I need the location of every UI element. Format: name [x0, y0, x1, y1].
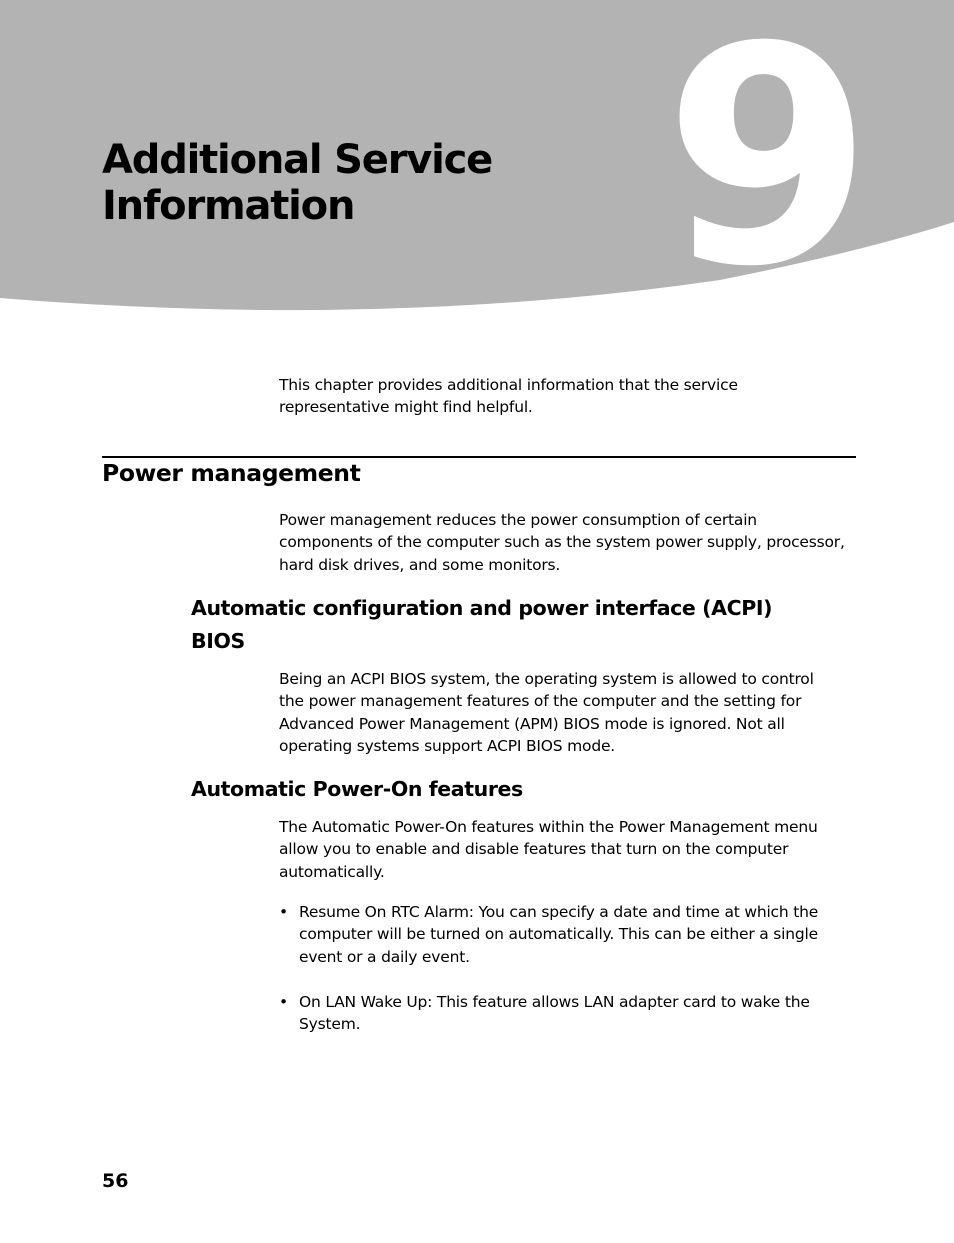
power-on-bullet-list: [279, 901, 839, 968]
chapter-number: 9: [664, 0, 863, 332]
bullet-line: computer will be turned on automatically. This can be either a single: [299, 925, 818, 944]
bullet-icon: •: [279, 903, 288, 921]
power-on-line: The Automatic Power-On features within the Power Management menu: [279, 818, 818, 836]
intro-paragraph: [279, 374, 839, 419]
acpi-heading-line2: BIOS: [191, 629, 245, 653]
bullet-line: Resume On RTC Alarm: You can specify a date and time at which the: [299, 903, 819, 921]
power-management-line: hard disk drives, and some monitors.: [279, 555, 561, 574]
acpi-line: Advanced Power Management (APM) BIOS mode is ignored. Not all: [279, 714, 785, 733]
acpi-paragraph: [279, 668, 849, 757]
acpi-heading-line1: Automatic configuration and power interface (ACPI): [191, 596, 773, 620]
power-management-line: Power management reduces the power consumption of certain: [279, 511, 757, 529]
chapter-title-line2: Information: [102, 183, 355, 229]
power-on-line: allow you to enable and disable features that turn on the computer: [279, 840, 789, 859]
power-management-paragraph: [279, 509, 859, 576]
power-on-paragraph: [279, 816, 849, 883]
power-management-section-heading: [102, 456, 856, 488]
bullet-line: System.: [299, 1015, 361, 1034]
acpi-line: Being an ACPI BIOS system, the operating system is allowed to control: [279, 670, 814, 688]
page-number: 56: [102, 1170, 129, 1192]
bullet-line: event or a daily event.: [299, 947, 470, 966]
list-item: [279, 991, 839, 1036]
intro-line: This chapter provides additional information that the service: [279, 376, 738, 394]
acpi-line: the power management features of the computer and the setting for: [279, 692, 802, 711]
power-on-bullet-list: [279, 991, 839, 1036]
power-on-heading: Automatic Power-On features: [191, 777, 523, 801]
bullet-icon: •: [279, 993, 288, 1011]
chapter-title-line1: Additional Service: [102, 137, 493, 183]
power-management-heading: Power management: [102, 459, 361, 487]
power-management-line: components of the computer such as the system power supply, processor,: [279, 533, 845, 552]
list-item: [279, 901, 839, 968]
intro-line: representative might find helpful.: [279, 398, 533, 417]
acpi-line: operating systems support ACPI BIOS mode.: [279, 736, 616, 755]
bullet-line: On LAN Wake Up: This feature allows LAN adapter card to wake the: [299, 993, 810, 1011]
chapter-title: [102, 137, 622, 229]
acpi-heading: [191, 592, 851, 658]
power-on-line: automatically.: [279, 862, 385, 881]
